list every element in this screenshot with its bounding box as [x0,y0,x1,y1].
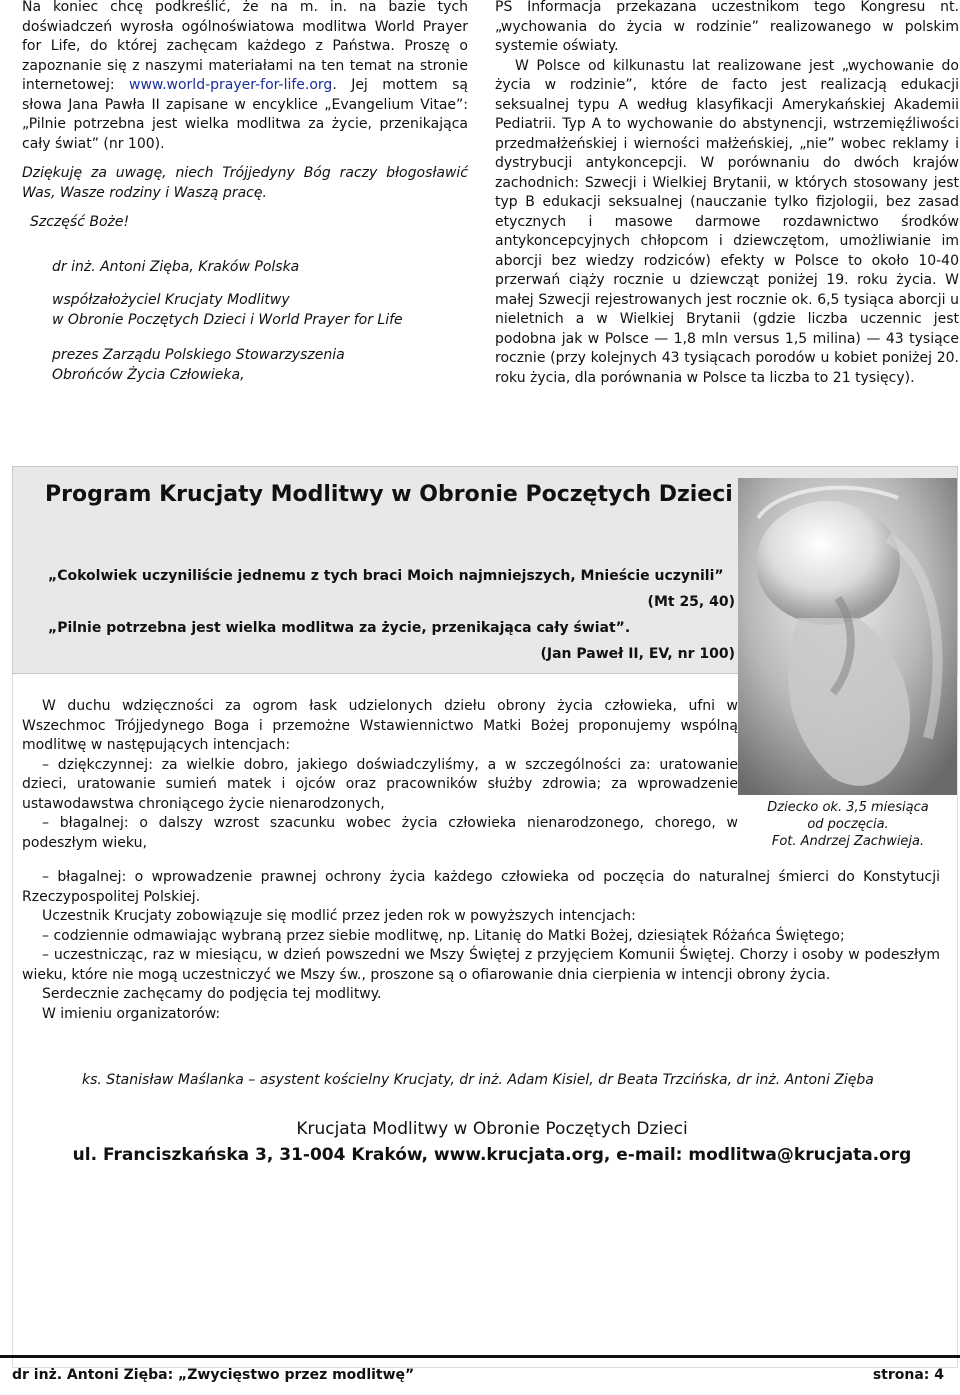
role1-line2: w Obronie Poczętych Dzieci i World Prayer for Life [52,311,403,328]
caption-line-1: Dziecko ok. 3,5 miesiąca [767,800,929,815]
role1-line1: współzałożyciel Krucjaty Modlitwy [52,292,290,308]
program-title: Program Krucjaty Modlitwy w Obronie Poczętych Dzieci [45,482,733,507]
commitment: Uczestnik Krucjaty zobowiązuje się modlić przez jeden rok w powyższych intencjach: [42,908,636,924]
signature-name: dr inż. Antoni Zięba, Kraków Polska [52,258,300,275]
ps-body: W Polsce od kilkunastu lat realizowane jest „wychowanie do życia w rodzinie”, które de facto jest realizacją edukacji seksualnej typu A według klasyfikacji Amerykańskiej Akademii Pediatrii. Typ A to wychowanie do abstynencji, wstrzemięźliwości przedmałżeńskiej i wierności małżeńskiej, „nie” wobec reklamy i dystrybucji antykoncepcji. W porównaniu do dwóch krajów zachodnich: Szwecji i Wielkiej Brytanii, w których stosowany jest typ B edukacji seksualnej (nauczanie tylko fizjologii, bez zasad etycznych i masowe darmowe rozdawnictwo środków antykoncepcyjnych chłopcom i dziewczętom, umożliwianie im aborcji bez wiedzy rodziców) efekty w Polsce to około 10-40 przerwań ciąży rocznie u dziewcząt poniżej 19. roku życia. W małej Szwecji rejestrowanych jest rocznie ok. 6,5 tysiąca aborcji u nieletnich a w Wielkiej Brytanii (gdzie liczba uczennic jest podobna jak w Polsce — 1,8 mln versus 1,5 milina) — 43 tysiące rocznie (przy kolejnych 43 tysiącach porodów u kobiet poniżej 20. roku życia, dla porównania w Polsce ta liczba to 21 tysięcy). [495,57,959,386]
left-column [22,0,468,385]
footer-page-number: strona: 4 [872,1367,944,1383]
encouragement: Serdecznie zachęcamy do podjęcia tej modlitwy. [42,986,382,1002]
footer-left: dr inż. Antoni Zięba: „Zwycięstwo przez modlitwę” [12,1367,415,1383]
closing-paragraph [22,0,468,154]
quote-2-ref: (Jan Paweł II, EV, nr 100) [540,646,735,662]
closing-text-1: Na koniec chcę podkreślić, że na m. in. na bazie tych doświadczeń wyrosła ogólnoświatowa modlitwa World Prayer for Life, do której zachęcam każdego z Państwa. Proszę o zapoznanie się z naszymi materiałami na ten temat na stronie internetowej: [22,0,468,93]
ps-note: PS Informacja przekazana uczestnikom tego Kongresu nt. „wychowania do życia w rodzinie” realizowanego w polskim systemie oświaty. [495,0,959,54]
program-body-bottom [22,868,940,1024]
commitment-2: – uczestnicząc, raz w miesiącu, w dzień powszedni we Mszy Świętej z przyjęciem Komunii Świętej. Chorzy i osoby w podeszłym wieku, które nie mogą uczestniczyć we Mszy św., proszone są o ofiarowanie dnia cierpienia w intencji obrony życia. [22,947,940,983]
caption-line-3: Fot. Andrzej Zachwieja. [771,834,925,849]
intention-3: – błagalnej: o wprowadzenie prawnej ochrony życia każdego człowieka od poczęcia do naturalnej śmierci do Konstytucji Rzeczypospolitej Polskiej. [22,869,940,905]
quote-2: „Pilnie potrzebna jest wielka modlitwa za życie, przenikająca cały świat”. [48,620,631,636]
thanks-text: Dziękuję za uwagę, niech Trójjedyny Bóg raczy błogosławić Was, Wasze rodziny i Waszą pracę. [22,165,468,201]
intention-2: – błagalnej: o dalszy wzrost szacunku wobec życia człowieka nienarodzonego, chorego, w podeszłym wieku, [22,815,738,851]
fetus-photo-icon [738,478,957,795]
organizers-label: W imieniu organizatorów: [42,1005,221,1022]
caption-line-2: od poczęcia. [807,817,889,832]
role2-line1: prezes Zarządu Polskiego Stowarzyszenia [52,347,345,363]
photo-caption [748,799,948,850]
program-intro: W duchu wdzięczności za ogrom łask udzielonych dziełu obrony życia człowieka, ufni w Wszechmoc Trójjedynego Boga i przemożne Wstawiennictwo Matki Bożej proponujemy wspólną modlitwę w następujących intencjach: [22,698,738,753]
organizer-names: ks. Stanisław Maślanka – asystent kościelny Krucjaty, dr inż. Adam Kisiel, dr Beata Trzcińska, dr inż. Antoni Zięba [82,1072,874,1088]
intention-1: – dziękczynnej: za wielkie dobro, jakiego doświadczyliśmy, a w szczególności za: uratowanie dzieci, uratowanie sumień matek i ojców oraz pracowników służby zdrowia; za wprowadzenie ustawodawstwa chroniącego życie nienarodzonych, [22,756,738,812]
blessing-text: Szczęść Boże! [30,214,130,230]
fetus-photo [738,478,957,795]
world-prayer-link[interactable]: www.world-prayer-for-life.org [129,77,333,93]
quote-1-ref: (Mt 25, 40) [647,594,735,610]
org-name: Krucjata Modlitwy w Obronie Poczętych Dzieci [296,1119,688,1139]
program-body-top [22,697,738,853]
commitment-1: – codziennie odmawiając wybraną przez siebie modlitwę, np. Litanię do Matki Bożej, dziesiątek Różańca Świętego; [42,927,845,944]
org-address: ul. Franciszkańska 3, 31-004 Kraków, www.krucjata.org, e-mail: modlitwa@krucjata.org [72,1145,912,1165]
closing-text-2: . Jej mottem są słowa Jana Pawła II zapisane w encyklice „Evangelium Vitae”: „Pilnie potrzebna jest wielka modlitwa za życie, przenikająca cały świat” (nr 100). [22,77,468,152]
right-column [495,0,959,388]
role2-line2: Obrońców Życia Człowieka, [52,366,245,383]
quote-1: „Cokolwiek uczyniliście jednemu z tych braci Moich najmniejszych, Mnieście uczynili” [48,568,724,584]
